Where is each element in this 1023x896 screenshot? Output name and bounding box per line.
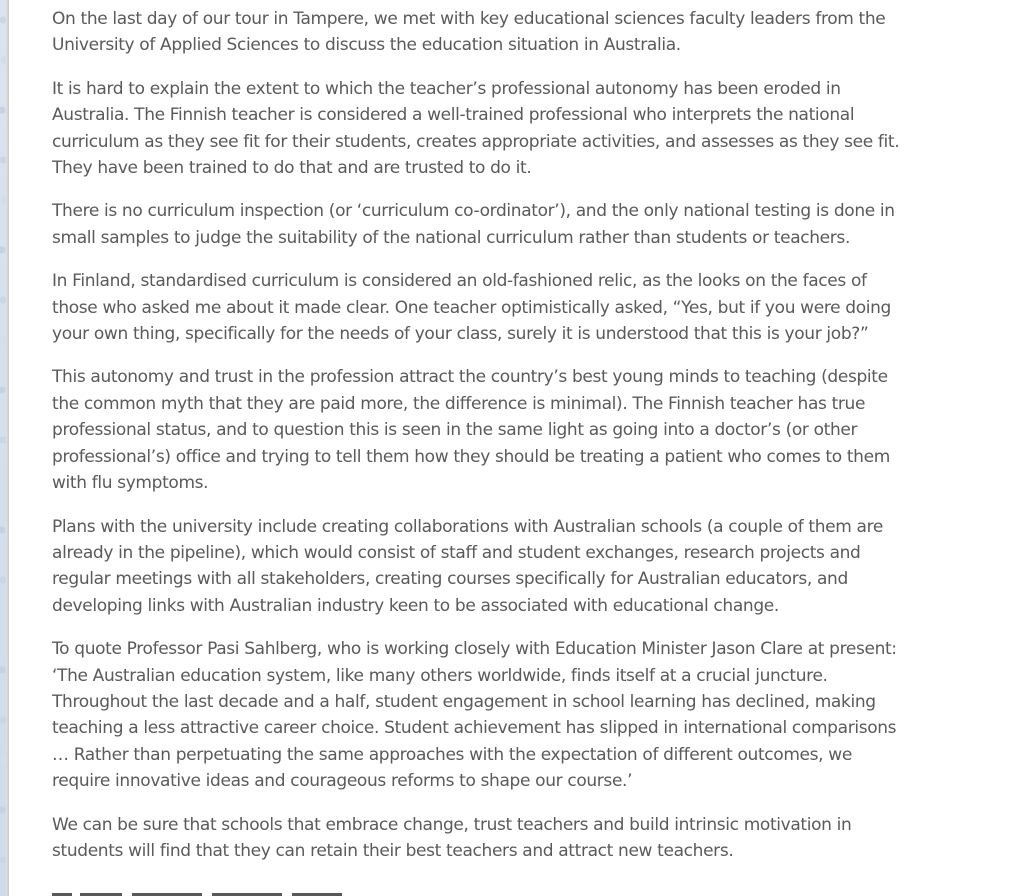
clipped-heading-glyphs — [52, 883, 352, 896]
article-paragraph: On the last day of our tour in Tampere, we met with key educational sciences faculty leaders from the University of Applied Sciences to discuss the education situation in Australia. — [52, 9, 886, 56]
article-paragraph: It is hard to explain the extent to which the teacher’s professional autonomy has been eroded in Australia. The Finnish teacher is considered a well-trained professional who interprets the national curriculum as they see fit for their students, creates appropriate activities, and assesses as they see fit. They have been trained to do that and are trusted to do it. — [52, 78, 900, 179]
article-paragraph: To quote Professor Pasi Sahlberg, who is working closely with Education Minister Jason Clare at present: ‘The Australian education system, like many others worldwide, finds itself at a crucial juncture. Throughout the last decade and a half, student engagement in school learning has declined, making teaching a less attractive career choice. Student achievement has slipped in international comparisons … Rather than perpetuating the same approaches with the expectation of different outcomes, we require innovative ideas and courageous reforms to shape our course.’ — [52, 639, 897, 792]
article-paragraph: We can be sure that schools that embrace change, trust teachers and build intrinsic motivation in students will find that they can retain their best teachers and attract new teachers. — [52, 814, 852, 861]
article-body — [52, 6, 902, 881]
article-paragraph: In Finland, standardised curriculum is considered an old-fashioned relic, as the looks on the faces of those who asked me about it made clear. One teacher optimistically asked, “Yes, but if you were doing your own thing, specifically for the needs of your class, surely it is understood that this is your job?” — [52, 271, 891, 345]
article-paragraph: There is no curriculum inspection (or ‘curriculum co-ordinator’), and the only national testing is done in small samples to judge the suitability of the national curriculum rather than students or teachers. — [52, 201, 895, 248]
section-heading-clipped — [52, 883, 352, 896]
article-paragraph: Plans with the university include creating collaborations with Australian schools (a couple of them are already in the pipeline), which would consist of staff and student exchanges, research projects and regular meetings with all stakeholders, creating courses specifically for Australian educators, and developing links with Australian industry keen to be associated with educational change. — [52, 516, 883, 616]
page-edge-shadow — [6, 0, 9, 896]
article-paragraph: This autonomy and trust in the profession attract the country’s best young minds to teaching (despite the common myth that they are paid more, the difference is minimal). The Finnish teacher has true professional status, and to question this is seen in the same light as going into a doctor’s (or other professional’s) office and trying to tell them how they should be treating a patient who comes to them with flu symptoms. — [52, 367, 890, 494]
